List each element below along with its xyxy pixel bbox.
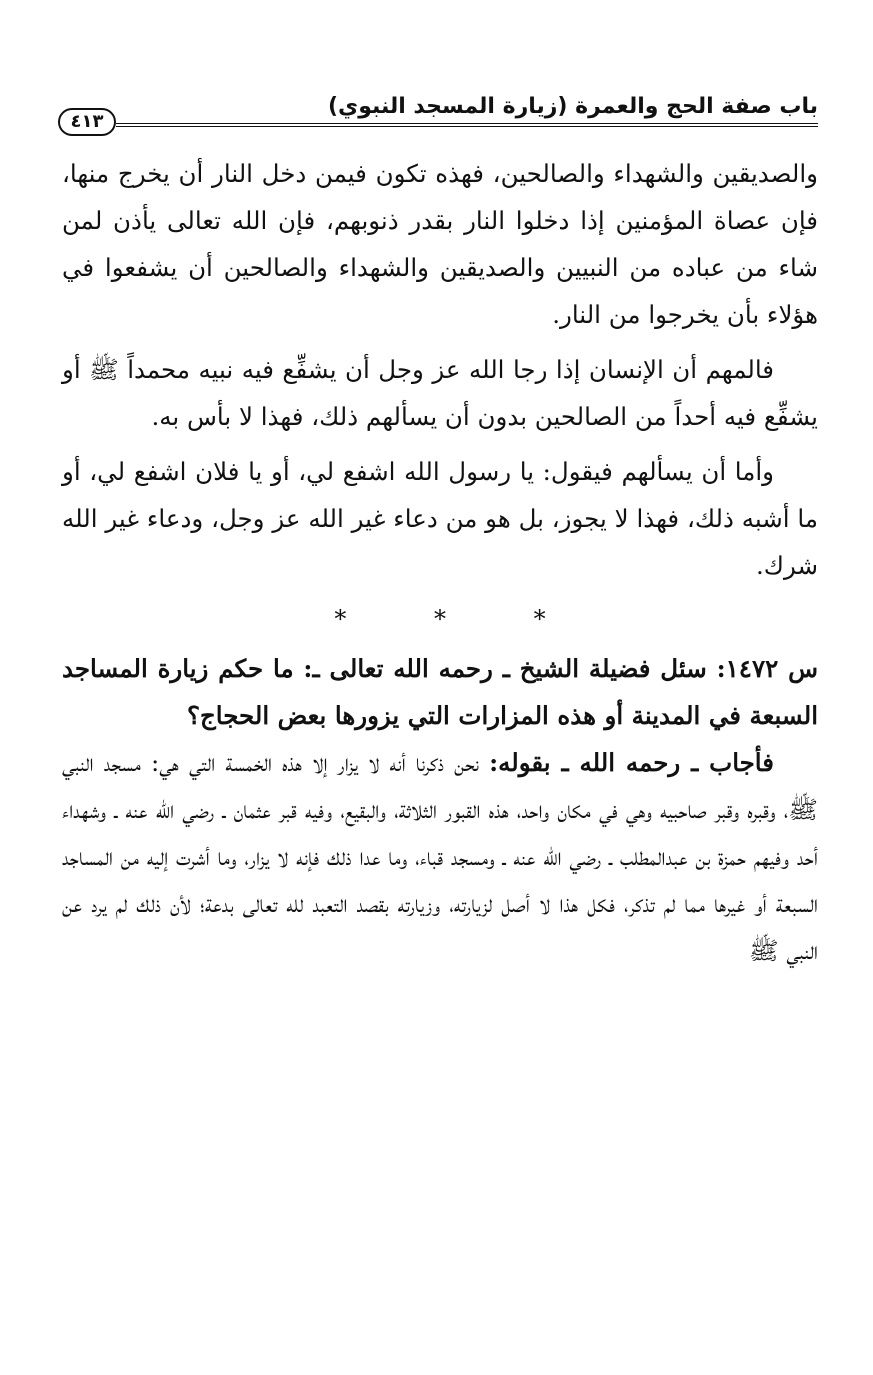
paragraph-1: والصديقين والشهداء والصالحين، فهذه تكون فيمن دخل النار أن يخرج منها، فإن عصاة المؤمنين إذا دخلوا النار بقدر ذنوبهم، فإن الله تعالى يأذن لمن شاء من عباده من النبيين والصديقين والشهداء والصالحين أن يشفعوا في هؤلاء بأن يخرجوا من النار. <box>62 159 818 329</box>
section-separator: * * * <box>334 605 586 633</box>
page-number: ٤١٣ <box>58 108 116 136</box>
answer-text: نحن ذكرنا أنه لا يزار إلا هذه الخمسة التي هي: مسجد النبي ﷺ، وقبره وقبر صاحبيه وهي في مكان واحد، هذه القبور الثلاثة، والبقيع، وفيه قبر عثمان ـ رضي الله عنه ـ وشهداء أحد وفيهم حمزة بن عبدالمطلب ـ رضي الله عنه ـ ومسجد قباء، وما عدا ذلك فإنه لا يزار، وما أشرت إليه من المساجد السبعة أو غيرها مما لم تذكر، فكل هذا لا أصل لزيارته، وزيارته بقصد التعبد لله تعالى بدعة؛ لأن ذلك لم يرد عن النبي ﷺ <box>62 748 818 965</box>
answer-paragraph <box>62 739 818 974</box>
header-rule <box>116 123 818 127</box>
body-text <box>62 150 818 974</box>
answer-lead: فأجاب ـ رحمه الله ـ بقوله: <box>489 748 774 777</box>
paragraph-2: فالمهم أن الإنسان إذا رجا الله عز وجل أن يشفِّع فيه نبيه محمداً ﷺ أو يشفِّع فيه أحداً من الصالحين بدون أن يسألهم ذلك، فهذا لا بأس به. <box>62 355 818 431</box>
running-header <box>58 92 818 138</box>
header-title: باب صفة الحج والعمرة (زيارة المسجد النبوي) <box>327 94 818 119</box>
question-number: س ١٤٧٢: <box>716 654 819 683</box>
paragraph-3: وأما أن يسألهم فيقول: يا رسول الله اشفع لي، أو يا فلان اشفع لي، أو ما أشبه ذلك، فهذا لا يجوز، بل هو من دعاء غير الله عز وجل، ودعاء غير الله شرك. <box>62 457 818 580</box>
question-paragraph <box>62 645 818 739</box>
question-text: سئل فضيلة الشيخ ـ رحمه الله تعالى ـ: ما حكم زيارة المساجد السبعة في المدينة أو هذه المزارات التي يزورها بعض الحجاج؟ <box>62 654 818 730</box>
